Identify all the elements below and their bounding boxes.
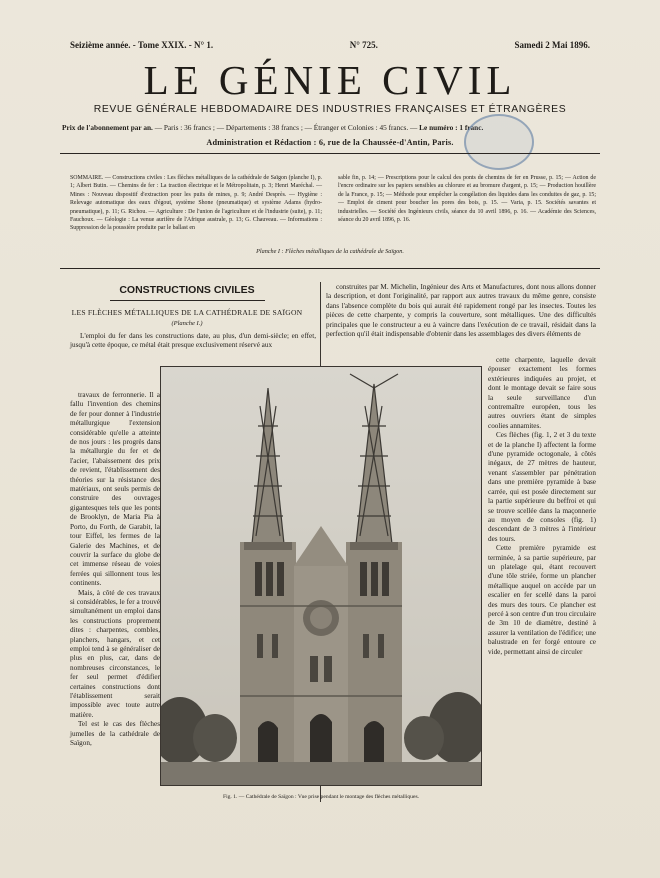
right-column-top: construites par M. Michelin, Ingénieur des Arts et Manufactures, dont nous allons donner la description, et dont l'originalité, par rapport aux autres travaux du même genre, consiste dans l'absence complète du bois qui aurait été rapidement rongé par les insectes. Toutes les pièces de cette charpente, y compris la couverture, sont métalliques. Une des difficultés principales que le constructeur a eu à vaincre dans l'exécution de ce travail, résidait dans la perfection qu'il était indispensable d'obtenir dans les assemblages des divers éléments de: [326, 283, 596, 339]
issue-date: Samedi 2 Mai 1896.: [514, 40, 590, 50]
issue-price: Le numéro : 1 franc.: [419, 123, 484, 132]
paragraph: travaux de ferronnerie. Il a fallu l'invention des chemins de fer pour donner à l'industrie métallurgique l'extension considérable qu'elle a atteinte de nos jours : les progrès dans la métallurgie du fer et de l'acier, l'abaissement des prix de revient, l'établissement des théories sur la résistance des matériaux, ont seuls permis de construire des ouvrages gigantesques tels que les ponts de Brooklyn, de Maria Pia à Porto, du Forth, de Garabit, la tour Eiffel, les fermes de la Galerie des Machines, et de couvrir la surface du globe de cet immense réseau de voies ferrées qui sillonnent tous les continents.: [70, 391, 160, 588]
article-title: LES FLÈCHES MÉTALLIQUES DE LA CATHÉDRALE DE SAÏGON: [71, 308, 303, 317]
right-column: [488, 356, 596, 657]
section-underline: [110, 300, 265, 301]
cathedral-facade: [240, 526, 402, 762]
cathedral-photograph: [160, 366, 482, 786]
paragraph: Tel est le cas des flèches jumelles de la cathédrale de Saïgon,: [70, 720, 160, 748]
issue-number: N° 725.: [349, 40, 378, 50]
figure-caption: Fig. 1. — Cathédrale de Saïgon : Vue prise pendant le montage des flèches métalliques.: [222, 794, 420, 800]
paragraph: Cette première pyramide est terminée, à sa partie supérieure, par un platelage qui, étant recouvert d'une tôle striée, forme un plancher métallique auquel on accède par un escalier en fer scellé dans la paroi des murs des tours. Ce plancher est percé à son centre d'un trou circulaire de 3m 10 de diamètre, destiné à assurer la ventilation de l'édifice; une balustrade en fer forgé entoure ce vide, permettant ainsi de circuler: [488, 544, 596, 656]
administration-address: Administration et Rédaction : 6, rue de la Chaussée-d'Antin, Paris.: [206, 138, 454, 147]
paragraph: cette charpente, laquelle devait épouser exactement les formes extérieures indiquées au projet, et dont le montage devait se faire sous la seule surveillance d'un contremaître européen, tous les autres ouvriers étant de simples coolies annamites.: [488, 356, 596, 430]
issue-line: [70, 40, 590, 50]
library-stamp: [464, 114, 534, 170]
left-column: [70, 391, 160, 748]
summary-left: SOMMAIRE. — Constructions civiles : Les flèches métalliques de la cathédrale de Saïgon (planche I), p. 1; Albert Butin. — Chemins de fer : La traction électrique et le Métropolitain, p. 3; Henri Maréchal. — Mines : Nouveau dispositif d'extraction pour les puits de mines, p. 9; André Desprès. — Hygiène : Relevage automatique des eaux d'égout, système Shone (pneumatique) et système Adams (hydro-pneumatique), p. 11; G. Richou. — Agriculture : De l'union de l'agriculture et de l'industrie (suite), p. 11; Fauchoux. — Géologie : La venue aurifère de l'Afrique australe, p. 13; G. Chauveau. — Informations : Suppression de la poussière produite par le ballast en: [70, 175, 322, 232]
summary-rule: [60, 268, 600, 269]
price-label: Prix de l'abonnement par an.: [62, 123, 153, 132]
masthead-title: LE GÉNIE CIVIL: [143, 57, 517, 103]
article-intro: L'emploi du fer dans les constructions date, au plus, d'un demi-siècle; en effet, jusqu'à cette époque, ce métal était presque exclusivement réservé aux: [70, 332, 316, 350]
paragraph: Mais, à côté de ces travaux si considérables, le fer a trouvé simultanément un emploi dans les constructions proprement dites : charpentes, combles, planchers, hangars, et cet emploi tend à se généraliser de plus en plus, car, dans de nombreuses circonstances, le fer seul permet d'édifier certaines constructions dont l'établissement serait impossible avec toute autre matière.: [70, 588, 160, 719]
price-list: — Paris : 36 francs ; — Départements : 38 francs ; — Étranger et Colonies : 45 francs. —: [152, 123, 418, 132]
masthead-subtitle: REVUE GÉNÉRALE HEBDOMADAIRE DES INDUSTRIES FRANÇAISES ET ÉTRANGÈRES: [93, 104, 567, 115]
summary-right: sable fin, p. 14; — Prescriptions pour le calcul des ponts de chemins de fer en Prusse, p. 15; — Action de l'encre ordinaire sur les papiers sensibles au chlorure et au bromure d'argent, p. 15; — Production houillère de la France, p. 15; — Méthode pour empêcher la congélation des liquides dans les conduites de gaz, p. 15; — Emploi de ciment pour boucher les pores des bois, p. 15. — Varia, p. 15. Sociétés savantes et industrielles. — Société des Ingénieurs civils, séance du 10 avril 1896, p. 16. — Académie des Sciences, séance du 20 avril 1896, p. 16.: [338, 175, 596, 224]
paragraph: Ces flèches (fig. 1, 2 et 3 du texte et de la planche I) affectent la forme d'une pyramide octogonale, à côtés inégaux, de 27 mètres de hauteur, venant s'assembler par pénétration dans une première pyramide à base carrée, qui est posée directement sur la partie supérieure du beffroi et qui se trouve scellée dans la maçonnerie au moyen de consoles (fig. 1) descendant de 3 mètres à l'intérieur des tours.: [488, 431, 596, 543]
section-title: CONSTRUCTIONS CIVILES: [119, 284, 255, 296]
photo-ground: [160, 762, 482, 786]
header-rule: [60, 153, 600, 154]
article-planche-ref: (Planche I.): [171, 320, 203, 327]
issue-info: Seizième année. - Tome XXIX. - N° 1.: [70, 40, 214, 50]
planche-line: Planche I : Flèches métalliques de la cathédrale de Saïgon.: [256, 248, 404, 255]
